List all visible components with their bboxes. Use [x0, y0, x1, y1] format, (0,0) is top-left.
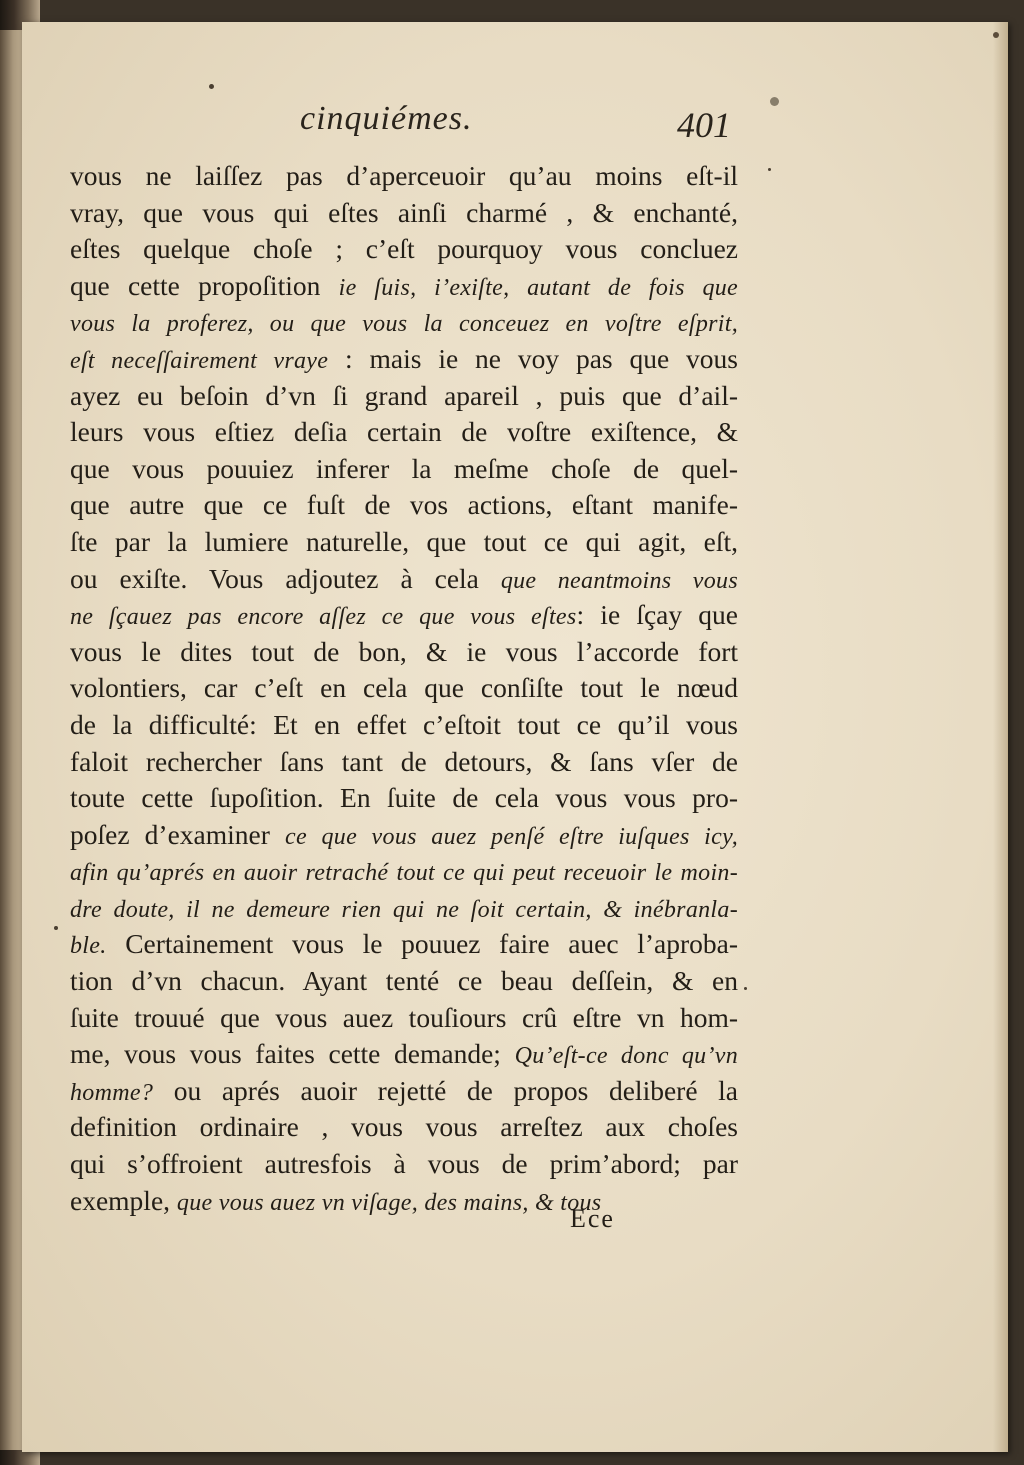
- italic-text-segment: que neantmoins vous: [500, 567, 738, 594]
- body-text: [70, 158, 738, 1219]
- italic-text-segment: dre doute, il ne demeure rien qui ne ſoit certain, & inébranla-: [70, 896, 738, 923]
- text-segment: que autre que ce fuſt de vos actions, eſtant manife-: [70, 489, 738, 521]
- italic-text-segment: Qu’eſt-ce donc qu’vn: [514, 1043, 738, 1070]
- italic-text-segment: ble.: [70, 933, 107, 960]
- page-corner-mark: [993, 32, 999, 38]
- text-line: [70, 634, 738, 671]
- italic-text-segment: ne ſçauez pas encore aſſez ce que vous eſtes: [70, 604, 577, 631]
- text-segment: ou aprés auoir rejetté de propos deliberé la: [153, 1074, 738, 1106]
- text-segment: que vous pouuiez inferer la meſme choſe de quel-: [70, 452, 738, 484]
- italic-text-segment: homme?: [70, 1079, 154, 1106]
- text-line: [70, 1146, 738, 1183]
- text-segment: tion d’vn chacun. Ayant tenté ce beau deſſein, & en: [70, 965, 738, 997]
- text-line: [70, 780, 738, 817]
- text-segment: leurs vous eſtiez deſia certain de voſtre exiſtence, &: [70, 416, 738, 448]
- text-segment: vous ne laiſſez pas d’aperceuoir qu’au moins eſt-il: [70, 160, 738, 191]
- text-segment: volontiers, car c’eſt en cela que conſiſte tout le nœud: [70, 672, 738, 704]
- italic-text-segment: ce que vous auez penſé eſtre iuſques icy,: [285, 823, 739, 850]
- text-line: [70, 487, 738, 524]
- text-line: [70, 231, 738, 268]
- text-line: [70, 1036, 738, 1073]
- text-line: [70, 670, 738, 707]
- text-line: [70, 744, 738, 781]
- text-line: [70, 378, 738, 415]
- ink-speck: [744, 987, 747, 990]
- text-line: [70, 1073, 738, 1110]
- ink-speck: [54, 926, 58, 930]
- text-segment: : ie ſçay que: [576, 599, 738, 631]
- text-segment: ſuite trouué que vous auez touſiours crû eſtre vn hom-: [70, 1001, 738, 1033]
- text-segment: definition ordinaire , vous vous arreſtez aux choſes: [70, 1111, 738, 1143]
- text-line: [70, 524, 738, 561]
- text-line: [70, 451, 738, 488]
- text-segment: faloit rechercher ſans tant de detours, & ſans vſer de: [70, 745, 738, 777]
- text-segment: poſez d’examiner: [70, 818, 286, 850]
- text-segment: ayez eu beſoin d’vn ſi grand apareil , puis que d’ail-: [70, 379, 738, 411]
- running-head: cinquiémes.: [300, 100, 473, 137]
- text-line: [70, 1000, 738, 1037]
- text-line: [70, 268, 738, 305]
- text-line: [70, 561, 738, 598]
- text-segment: eſtes quelque choſe ; c’eſt pourquoy vous concluez: [70, 233, 738, 265]
- text-line: [70, 195, 738, 232]
- text-line: [70, 926, 738, 963]
- text-line: [70, 304, 738, 341]
- text-segment: ſte par la lumiere naturelle, que tout ce qui agit, eſt,: [70, 525, 738, 557]
- text-segment: vous le dites tout de bon, & ie vous l’accorde fort: [70, 635, 738, 667]
- page-fore-edge: [993, 22, 1007, 1452]
- text-line: [70, 414, 738, 451]
- italic-text-segment: afin qu’aprés en auoir retraché tout ce qui peut receuoir le moin-: [70, 860, 738, 887]
- text-line: [70, 707, 738, 744]
- text-segment: vray, que vous qui eſtes ainſi charmé , & enchanté,: [70, 196, 738, 228]
- text-line: [70, 890, 738, 927]
- ink-speck: [770, 97, 779, 106]
- italic-text-segment: ie ſuis, i’exiſte, autant de fois que: [338, 274, 738, 301]
- text-line: [70, 597, 738, 634]
- text-segment: qui s’offroient autresfois à vous de prim’abord; par: [70, 1148, 738, 1180]
- page-number: 401: [677, 105, 731, 145]
- text-segment: toute cette ſupoſition. En ſuite de cela vous vous pro-: [70, 782, 738, 814]
- text-line: [70, 853, 738, 890]
- text-segment: exemple,: [70, 1184, 177, 1216]
- text-segment: que cette propoſition: [70, 269, 339, 301]
- text-line: [70, 1109, 738, 1146]
- text-segment: ou exiſte. Vous adjoutez à cela: [70, 562, 501, 594]
- text-segment: : mais ie ne voy pas que vous: [328, 342, 738, 374]
- text-line: [70, 341, 738, 378]
- text-line: [70, 817, 738, 854]
- italic-text-segment: que vous auez vn viſage, des mains, & tous: [176, 1189, 602, 1216]
- ink-speck: [209, 84, 214, 89]
- text-segment: Certainement vous le pouuez faire auec l’aproba-: [106, 928, 738, 960]
- ink-speck: [768, 168, 771, 171]
- text-segment: me, vous vous faites cette demande;: [70, 1038, 515, 1070]
- text-line: [70, 1183, 738, 1220]
- text-segment: de la difficulté: Et en effet c’eſtoit tout ce qu’il vous: [70, 708, 738, 740]
- text-line: [70, 963, 738, 1000]
- text-line: [70, 158, 738, 195]
- book-page: [22, 22, 1008, 1452]
- catchword: Ece: [570, 1204, 615, 1233]
- italic-text-segment: vous la proferez, ou que vous la conceuez en voſtre eſprit,: [70, 311, 738, 338]
- italic-text-segment: eſt neceſſairement vraye: [70, 347, 329, 374]
